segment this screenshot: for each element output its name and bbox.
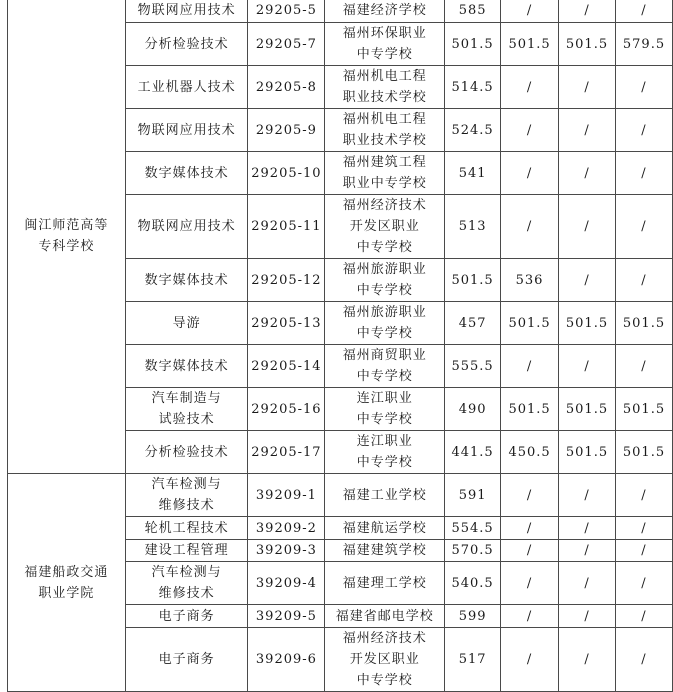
major-cell [125, 66, 248, 109]
partner-school-cell [325, 562, 445, 605]
major-cell [125, 23, 248, 66]
cell-line: 福州经济技术 [342, 631, 427, 646]
score-col-3-cell: / [615, 540, 672, 562]
score-cell: 513 [445, 195, 501, 259]
score-col-3-cell: / [615, 562, 672, 605]
cell-line: 中专学校 [356, 455, 413, 470]
partner-school-cell [325, 195, 445, 259]
major-cell [125, 302, 248, 345]
major-cell [125, 109, 248, 152]
cell-line: 闽江师范高等 [24, 218, 109, 233]
cell-line: 福建建筑学校 [342, 543, 427, 558]
score-cell: 540.5 [445, 562, 501, 605]
cell-line: 福州旅游职业 [342, 262, 427, 277]
cell-line: 中专学校 [356, 369, 413, 384]
cell-line: 职业中专学校 [342, 176, 427, 191]
partner-school-cell [325, 66, 445, 109]
score-cell: 555.5 [445, 345, 501, 388]
score-col-3-cell: / [615, 152, 672, 195]
cell-line: 数字媒体技术 [144, 272, 229, 288]
score-col-2-cell: / [559, 66, 616, 109]
cell-line: 分析检验技术 [144, 444, 229, 460]
major-code-cell: 29205-10 [248, 152, 325, 195]
cell-line: 汽车制造与 [151, 391, 222, 406]
cell-line: 职业学院 [38, 585, 95, 601]
major-code-cell: 39209-5 [248, 605, 325, 628]
table-row [8, 0, 673, 23]
major-code-cell: 29205-17 [248, 431, 325, 474]
score-cell: 541 [445, 152, 501, 195]
cell-line: 开发区职业 [349, 652, 420, 667]
score-col-1-cell: / [501, 628, 559, 692]
cell-line: 专科学校 [38, 239, 95, 254]
partner-school-cell [325, 474, 445, 517]
cell-line: 福州机电工程 [342, 112, 427, 127]
cell-line: 中专学校 [356, 412, 413, 427]
score-col-1-cell: / [501, 474, 559, 517]
score-col-1-cell: / [501, 605, 559, 628]
major-cell [125, 540, 248, 562]
score-col-1-cell: / [501, 152, 559, 195]
score-col-3-cell: / [615, 259, 672, 302]
cell-line: 开发区职业 [349, 219, 420, 234]
cell-line: 试验技术 [158, 412, 215, 427]
score-col-3-cell: 501.5 [615, 388, 672, 431]
cell-line: 物联网应用技术 [137, 122, 236, 138]
partner-school-cell [325, 540, 445, 562]
score-cell: 570.5 [445, 540, 501, 562]
major-cell [125, 195, 248, 259]
cell-line: 福建工业学校 [342, 487, 427, 503]
cell-line: 物联网应用技术 [137, 3, 236, 18]
score-col-1-cell: / [501, 109, 559, 152]
score-col-2-cell: / [559, 605, 616, 628]
score-col-1-cell: / [501, 66, 559, 109]
major-code-cell: 29205-12 [248, 259, 325, 302]
cell-line: 福建船政交通 [24, 564, 109, 580]
partner-school-cell [325, 517, 445, 540]
school-name-cell [8, 0, 126, 474]
major-code-cell: 29205-13 [248, 302, 325, 345]
score-col-1-cell: / [501, 0, 559, 23]
score-col-3-cell: / [615, 605, 672, 628]
cell-line: 福建理工学校 [342, 575, 427, 591]
score-cell: 457 [445, 302, 501, 345]
major-code-cell: 39209-3 [248, 540, 325, 562]
score-col-1-cell: 450.5 [501, 431, 559, 474]
major-cell [125, 474, 248, 517]
score-cell: 599 [445, 605, 501, 628]
score-cell: 501.5 [445, 259, 501, 302]
major-code-cell: 29205-11 [248, 195, 325, 259]
major-code-cell: 29205-5 [248, 0, 325, 23]
major-code-cell: 29205-14 [248, 345, 325, 388]
major-cell [125, 152, 248, 195]
major-code-cell: 39209-4 [248, 562, 325, 605]
cell-line: 福州环保职业 [342, 26, 427, 41]
partner-school-cell [325, 605, 445, 628]
score-col-2-cell: / [559, 628, 616, 692]
score-col-3-cell: / [615, 345, 672, 388]
score-cell: 514.5 [445, 66, 501, 109]
score-col-3-cell: / [615, 0, 672, 23]
score-col-1-cell: 536 [501, 259, 559, 302]
major-cell [125, 431, 248, 474]
partner-school-cell [325, 0, 445, 23]
score-col-3-cell: / [615, 517, 672, 540]
score-col-1-cell: / [501, 345, 559, 388]
score-col-3-cell: / [615, 109, 672, 152]
cell-line: 福州商贸职业 [342, 348, 427, 363]
score-col-3-cell: / [615, 474, 672, 517]
major-cell [125, 517, 248, 540]
cell-line: 数字媒体技术 [144, 358, 229, 374]
cell-line: 中专学校 [356, 326, 413, 341]
score-col-1-cell: / [501, 540, 559, 562]
partner-school-cell [325, 431, 445, 474]
score-col-1-cell: 501.5 [501, 302, 559, 345]
cell-line: 中专学校 [356, 240, 413, 255]
score-col-2-cell: 501.5 [559, 388, 616, 431]
partner-school-cell [325, 628, 445, 692]
cell-line: 电子商务 [158, 652, 215, 667]
score-col-1-cell: 501.5 [501, 23, 559, 66]
score-cell: 554.5 [445, 517, 501, 540]
major-code-cell: 29205-8 [248, 66, 325, 109]
score-cell: 585 [445, 0, 501, 23]
major-cell [125, 605, 248, 628]
cell-line: 轮机工程技术 [144, 520, 229, 536]
major-code-cell: 39209-2 [248, 517, 325, 540]
cell-line: 连江职业 [356, 391, 413, 406]
score-col-2-cell: / [559, 109, 616, 152]
table-row [8, 474, 673, 517]
cell-line: 福州经济技术 [342, 198, 427, 213]
cell-line: 维修技术 [158, 586, 215, 601]
cell-line: 中专学校 [356, 47, 413, 62]
admission-score-table [7, 0, 673, 692]
score-col-3-cell: 501.5 [615, 431, 672, 474]
cell-line: 福建航运学校 [342, 520, 427, 536]
score-col-2-cell: / [559, 195, 616, 259]
score-col-2-cell: / [559, 517, 616, 540]
score-col-2-cell: 501.5 [559, 431, 616, 474]
partner-school-cell [325, 302, 445, 345]
school-name-cell [8, 474, 126, 692]
partner-school-cell [325, 109, 445, 152]
cell-line: 建设工程管理 [144, 543, 229, 558]
major-cell [125, 562, 248, 605]
major-cell [125, 345, 248, 388]
table-body [8, 0, 673, 692]
cell-line: 中专学校 [356, 673, 413, 688]
partner-school-cell [325, 152, 445, 195]
score-col-2-cell: / [559, 540, 616, 562]
major-code-cell: 39209-1 [248, 474, 325, 517]
cell-line: 中专学校 [356, 283, 413, 298]
cell-line: 福州建筑工程 [342, 155, 427, 170]
score-col-2-cell: / [559, 0, 616, 23]
cell-line: 职业技术学校 [342, 133, 427, 148]
major-code-cell: 29205-7 [248, 23, 325, 66]
score-cell: 517 [445, 628, 501, 692]
major-cell [125, 388, 248, 431]
partner-school-cell [325, 388, 445, 431]
score-col-3-cell: / [615, 66, 672, 109]
score-col-2-cell: / [559, 152, 616, 195]
score-col-2-cell: / [559, 474, 616, 517]
score-col-2-cell: / [559, 562, 616, 605]
score-col-3-cell: 501.5 [615, 302, 672, 345]
major-cell [125, 259, 248, 302]
cell-line: 职业技术学校 [342, 90, 427, 105]
cell-line: 电子商务 [158, 608, 215, 624]
major-code-cell: 29205-16 [248, 388, 325, 431]
score-cell: 441.5 [445, 431, 501, 474]
cell-line: 物联网应用技术 [137, 219, 236, 234]
major-cell [125, 628, 248, 692]
score-col-3-cell: / [615, 195, 672, 259]
score-col-2-cell: / [559, 259, 616, 302]
score-col-1-cell: 501.5 [501, 388, 559, 431]
cell-line: 工业机器人技术 [137, 79, 236, 95]
cell-line: 维修技术 [158, 498, 215, 513]
score-col-1-cell: / [501, 562, 559, 605]
partner-school-cell [325, 23, 445, 66]
score-col-1-cell: / [501, 517, 559, 540]
score-col-1-cell: / [501, 195, 559, 259]
major-cell [125, 0, 248, 23]
score-col-3-cell: 579.5 [615, 23, 672, 66]
score-cell: 490 [445, 388, 501, 431]
cell-line: 福建经济学校 [342, 3, 427, 18]
cell-line: 数字媒体技术 [144, 165, 229, 181]
score-col-2-cell: 501.5 [559, 302, 616, 345]
score-cell: 524.5 [445, 109, 501, 152]
score-col-3-cell: / [615, 628, 672, 692]
major-code-cell: 29205-9 [248, 109, 325, 152]
cell-line: 福州旅游职业 [342, 305, 427, 320]
cell-line: 福建省邮电学校 [335, 608, 434, 624]
cell-line: 分析检验技术 [144, 36, 229, 52]
partner-school-cell [325, 259, 445, 302]
cell-line: 福州机电工程 [342, 69, 427, 84]
score-cell: 501.5 [445, 23, 501, 66]
cell-line: 导游 [172, 315, 201, 331]
partner-school-cell [325, 345, 445, 388]
cell-line: 汽车检测与 [151, 477, 222, 492]
cell-line: 汽车检测与 [151, 565, 222, 580]
cell-line: 连江职业 [356, 434, 413, 449]
score-col-2-cell: 501.5 [559, 23, 616, 66]
major-code-cell: 39209-6 [248, 628, 325, 692]
score-cell: 591 [445, 474, 501, 517]
score-col-2-cell: / [559, 345, 616, 388]
